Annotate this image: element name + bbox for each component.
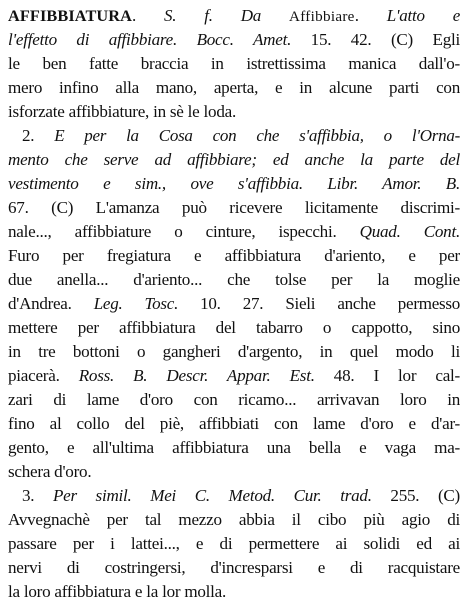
citation-text: 15. 42. (C) Egli	[291, 30, 460, 49]
entry-line	[8, 436, 460, 460]
entry-line	[8, 76, 460, 100]
citation-text: 67. (C) L'amanza può ricevere licitamente discrimi-	[8, 198, 460, 217]
citation-text: nervi di costringersi, d'incresparsi e di racquistare	[8, 558, 460, 577]
citation-text: piacerà.	[8, 366, 79, 385]
definition-text: vestimento e sim., ove s'affibbia. Libr. Amor. B.	[8, 174, 460, 193]
source-reference: Ross. B. Descr. Appar. Est.	[78, 366, 315, 385]
source-reference: Per simil. Mei C. Metod. Cur. trad.	[52, 486, 372, 505]
entry-line	[8, 388, 460, 412]
citation-text: in tre bottoni o gangheri d'argento, in quel modo li	[8, 342, 460, 361]
entry-line	[8, 532, 460, 556]
definition-text: l'effetto di affibbiare. Bocc. Amet.	[8, 30, 292, 49]
citation-text: 48. I lor cal-	[314, 366, 460, 385]
citation-text: isforzate affibbiature, in sè le loda.	[8, 102, 236, 121]
grammar-note: S. f. Da	[164, 6, 290, 25]
text-segment: .	[132, 6, 165, 25]
entry-line	[8, 148, 460, 172]
citation-text: Furo per fregiatura e affibbiatura d'ariento, e per	[8, 246, 460, 265]
entry-line	[8, 268, 460, 292]
entry-line	[8, 316, 460, 340]
entry-line	[8, 4, 460, 28]
entry-line	[8, 172, 460, 196]
citation-text: nale..., affibbiature o cinture, ispecchi.	[8, 222, 360, 241]
dictionary-entry	[8, 4, 460, 604]
entry-line	[8, 412, 460, 436]
citation-text: mero infino alla mano, aperta, e in alcune parti con	[8, 78, 460, 97]
citation-text: d'Andrea.	[8, 294, 94, 313]
entry-line	[8, 292, 460, 316]
citation-text: zari di lame d'oro con ricamo... arrivavan loro in	[8, 390, 460, 409]
entry-line	[8, 220, 460, 244]
entry-line	[8, 580, 460, 604]
citation-text: fino al collo del piè, affibbiati con lame d'oro e d'ar-	[8, 414, 460, 433]
definition-text: L'atto e	[386, 6, 460, 25]
citation-text: la loro affibbiatura e la lor molla.	[8, 582, 227, 601]
citation-text: Avvegnachè per tal mezzo abbia il cibo più agio di	[8, 510, 460, 529]
citation-text: passare per i lattei..., e di permettere ai solidi ed ai	[8, 534, 460, 553]
entry-line	[8, 100, 460, 124]
citation-text: due anella... d'ariento... che tolse per la moglie	[8, 270, 460, 289]
headword: AFFIBBIATURA	[8, 6, 133, 25]
citation-text: gento, e all'ultima affibbiatura una bella e vaga ma-	[8, 438, 460, 457]
citation-text: mettere per affibbiatura del tabarro o cappotto, sino	[8, 318, 460, 337]
definition-text: mento che serve ad affibbiare; ed anche la parte del	[8, 150, 460, 169]
sense-number: 2.	[22, 126, 55, 145]
definition-text: E per la Cosa con che s'affibbia, o l'Orna-	[54, 126, 460, 145]
entry-line	[8, 244, 460, 268]
source-reference: Leg. Tosc.	[93, 294, 179, 313]
citation-text: le ben fatte braccia in istrettissima manica dall'o-	[8, 54, 460, 73]
entry-line	[8, 364, 460, 388]
entry-line	[8, 460, 460, 484]
entry-line	[8, 52, 460, 76]
sense-2-line	[8, 124, 460, 148]
cross-reference: Affibbiare	[289, 9, 355, 25]
entry-line	[8, 340, 460, 364]
text-segment: .	[354, 6, 387, 25]
citation-text: 10. 27. Sieli anche permesso	[178, 294, 460, 313]
citation-text: schera d'oro.	[8, 462, 92, 481]
sense-3-line	[8, 484, 460, 508]
citation-text: 255. (C)	[371, 486, 460, 505]
entry-line	[8, 556, 460, 580]
entry-line	[8, 508, 460, 532]
entry-line	[8, 196, 460, 220]
entry-line	[8, 28, 460, 52]
source-reference: Quad. Cont.	[359, 222, 460, 241]
sense-number: 3.	[22, 486, 53, 505]
